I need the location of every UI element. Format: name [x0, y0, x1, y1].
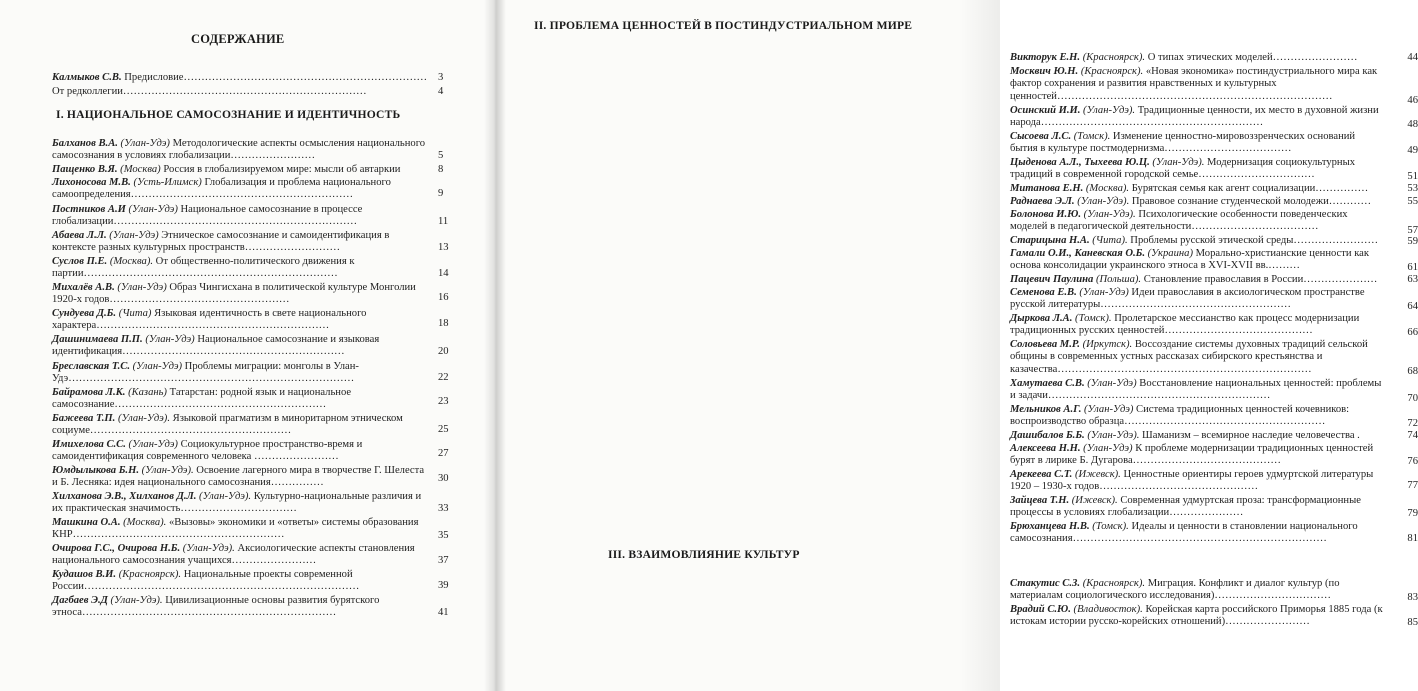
toc-title: От редколлегии……………………………………………………………	[52, 86, 367, 97]
toc-city: (Улан-Удэ).	[1081, 209, 1136, 220]
toc-title: Идеалы и ценности в становлении национального самосознания………………………………………………………………	[1010, 521, 1358, 545]
toc-entry	[52, 72, 430, 84]
toc-title: Национальные проекты современной России……………………………………………………………………	[52, 569, 360, 593]
toc-entry	[1010, 430, 1384, 442]
toc-author: Осинский И.И.	[1010, 105, 1081, 116]
toc-city: (Улан-Удэ)	[117, 138, 170, 149]
toc-entry	[1010, 105, 1384, 130]
toc-title: От общественно-политического движения к партии………………………………………………………………	[52, 256, 355, 280]
toc-title: Образ Чингисхана в политической культуре Монголии 1920-х годов……………………………………………	[52, 282, 416, 306]
toc-title: Предисловие……………………………………………………………	[121, 72, 428, 83]
toc-author: Бажеева Т.П.	[52, 413, 116, 424]
toc-city: (Иркутск).	[1079, 339, 1133, 350]
toc-author: Раднаева Э.Л.	[1010, 196, 1075, 207]
toc-author: Хамутаева С.В.	[1010, 378, 1085, 389]
toc-city: (Улан-Удэ).	[107, 595, 163, 606]
toc-title: «Новая экономика» постиндустриального мира как фактор сохранения и развития нравственных и культурных ценностей……………………………………………………………………	[1010, 66, 1378, 102]
toc-entry	[1010, 404, 1384, 429]
toc-city: (Улан-Удэ)	[130, 361, 183, 372]
toc-title: Система традиционных ценностей кочевников: воспроизводство образца…………………………………………………	[1010, 404, 1350, 428]
toc-page-number: 66	[1407, 327, 1418, 338]
toc-title: Социокультурное пространство-время и самоидентификация современного человека ……………………	[52, 439, 363, 463]
toc-title: Национальное самосознание в процессе глобализации……………………………………………………………	[52, 204, 363, 228]
toc-city: (Улан-Удэ).	[1084, 430, 1140, 441]
toc-entry	[1010, 52, 1384, 64]
toc-page-number: 18	[438, 318, 449, 329]
toc-page-number: 25	[438, 424, 449, 435]
toc-author: Бреславская Т.С.	[52, 361, 130, 372]
toc-page-number: 64	[1407, 301, 1418, 312]
toc-page-number: 49	[1407, 145, 1418, 156]
toc-entry	[52, 308, 430, 333]
toc-title: О типах этических моделей……………………	[1145, 52, 1358, 63]
toc-title: Освоение лагерного мира в творчестве Г. Шелеста и Б. Лесняка: идея национального самосознания……………	[52, 465, 425, 489]
toc-city: (Владивосток).	[1070, 604, 1143, 615]
toc-page-number: 5	[438, 150, 444, 161]
toc-author: Алексеева Н.Н.	[1010, 443, 1081, 454]
toc-city: (Москва)	[117, 164, 161, 175]
toc-author: Очирова Г.С., Очирова Н.Б.	[52, 543, 181, 554]
toc-author: Имихелова С.С.	[52, 439, 126, 450]
toc-entry	[1010, 131, 1384, 156]
toc-title: Татарстан: родной язык и национальное самосознание……………………………………………………	[52, 387, 352, 411]
toc-city: (Польша).	[1093, 274, 1142, 285]
toc-city: (Улан-Удэ)	[106, 230, 159, 241]
toc-entry	[1010, 495, 1384, 520]
toc-page-number: 74	[1407, 430, 1418, 441]
toc-entry	[1010, 196, 1384, 208]
toc-author: Соловьева М.Р.	[1010, 339, 1080, 350]
toc-page-number: 27	[438, 448, 449, 459]
toc-page-number: 44	[1407, 52, 1418, 63]
toc-title: Современная удмуртская проза: трансформационные процессы в условиях глобализации…………………	[1010, 495, 1361, 519]
toc-city: (Ижевск).	[1069, 495, 1118, 506]
toc-page-number: 70	[1407, 393, 1418, 404]
toc-title: Культурно-национальные различия и их практическая значимость……………………………	[52, 491, 422, 515]
toc-author: Дашибалов Б.Б.	[1010, 430, 1085, 441]
toc-page-number: 59	[1407, 236, 1418, 247]
toc-city: (Красноярск).	[1080, 52, 1146, 63]
toc-page-number: 41	[438, 607, 449, 618]
toc-entry	[1010, 313, 1384, 338]
toc-city: (Красноярск).	[116, 569, 182, 580]
section-1-title: I. НАЦИОНАЛЬНОЕ САМОСОЗНАНИЕ И ИДЕНТИЧНОСТЬ	[56, 108, 401, 121]
toc-page-number: 79	[1407, 508, 1418, 519]
toc-author: Старицына Н.А.	[1010, 235, 1090, 246]
toc-page-number: 46	[1407, 95, 1418, 106]
toc-page-number: 37	[438, 555, 449, 566]
toc-author: Юмдылыкова Б.Н.	[52, 465, 139, 476]
toc-author: Суслов П.Е.	[52, 256, 108, 267]
toc-title: Национальное самосознание и языковая идентификация………………………………………………………	[52, 334, 380, 358]
toc-page-number: 55	[1407, 196, 1418, 207]
toc-city: (Улан-Удэ).	[1074, 196, 1130, 207]
toc-author: Калмыков С.В.	[52, 72, 122, 83]
toc-city: (Чита).	[1089, 235, 1128, 246]
contents-title: СОДЕРЖАНИЕ	[191, 32, 285, 46]
toc-title: Миграция. Конфликт и диалог культур (по материалам социологического исследования)……………………………	[1010, 578, 1340, 602]
toc-entry	[1010, 604, 1384, 629]
toc-title: Корейская карта российского Приморья 1885 года (к истокам истории русско-корейских отношений)……………………	[1010, 604, 1383, 628]
toc-title: Пролетарское мессианство как процесс модернизации традиционных русских ценностей……………………………………	[1010, 313, 1360, 337]
toc-entry	[1010, 443, 1384, 468]
toc-title: Аксиологические аспекты становления национального самосознания учащихся……………………	[52, 543, 415, 567]
toc-entry	[52, 138, 430, 163]
toc-entry	[1010, 339, 1384, 376]
toc-city: (Улан-Удэ)	[1080, 443, 1133, 454]
toc-author: Сысоева Л.С.	[1010, 131, 1072, 142]
toc-title: Морально-христианские ценности как основа консолидации украинского этноса в XVI-XVII вв.………	[1010, 248, 1370, 272]
toc-city: (Улан-Удэ).	[115, 413, 170, 424]
toc-title: Россия в глобализируемом мире: мысли об автаркии	[160, 164, 401, 175]
toc-city: (Улан-Удэ)	[125, 204, 178, 215]
toc-city: (Красноярск).	[1078, 66, 1144, 77]
toc-author: Цыденова А.Л., Тыхеева Ю.Ц.	[1010, 157, 1150, 168]
toc-page-number: 83	[1407, 592, 1418, 603]
toc-entry	[1010, 66, 1384, 103]
toc-title: Изменение ценностно-мировоззренческих оснований бытия в культуре постмодернизма………………………………	[1010, 131, 1356, 155]
toc-author: Стакутис С.З.	[1010, 578, 1081, 589]
toc-entry	[52, 86, 430, 98]
toc-entry	[1010, 274, 1384, 286]
toc-page-number: 85	[1407, 617, 1418, 628]
toc-author: Лихоносова М.В.	[52, 177, 131, 188]
toc-page-number: 81	[1407, 533, 1418, 544]
toc-page-number: 33	[438, 503, 449, 514]
toc-author: Сундуева Д.Б.	[52, 308, 117, 319]
toc-entry	[1010, 248, 1384, 273]
toc-page-number: 3	[438, 72, 444, 83]
toc-title: Языковой прагматизм в миноритарном этническом социуме…………………………………………………	[52, 413, 403, 437]
right-page	[492, 0, 1418, 691]
section-2-title: II. ПРОБЛЕМА ЦЕННОСТЕЙ В ПОСТИНДУСТРИАЛЬНОМ МИРЕ	[534, 19, 913, 32]
toc-city: (Томск).	[1072, 313, 1112, 324]
toc-page-number: 51	[1407, 171, 1418, 182]
toc-author: Абаева Л.Л.	[52, 230, 107, 241]
toc-author: Байрамова Л.К.	[52, 387, 126, 398]
toc-page-number: 4	[438, 86, 444, 97]
toc-city: (Чита)	[116, 308, 152, 319]
toc-entry	[52, 361, 430, 386]
toc-title: Восстановление национальных ценностей: проблемы и задачи………………………………………………………	[1010, 378, 1382, 402]
toc-author: Болонова И.Ю.	[1010, 209, 1082, 220]
toc-entry	[52, 569, 430, 594]
toc-author: Пащенко В.Я.	[52, 164, 118, 175]
toc-city: (Улан-Удэ)	[114, 282, 167, 293]
toc-author: Постников А.И	[52, 204, 126, 215]
toc-entry	[52, 517, 430, 542]
toc-title: Глобализация и проблема национального самоопределения………………………………………………………	[52, 177, 391, 201]
toc-city: (Улан-Удэ)	[1084, 378, 1137, 389]
toc-title: Психологические особенности поведенческих моделей в педагогической деятельности………………………………	[1010, 209, 1348, 233]
toc-author: Москвич Ю.Н.	[1010, 66, 1079, 77]
toc-title: Идеи православия в аксиологическом пространстве русской литературы………………………………………………	[1010, 287, 1365, 311]
toc-city: (Томск).	[1089, 521, 1129, 532]
toc-author: Мельников А.Г.	[1010, 404, 1082, 415]
toc-entry	[1010, 157, 1384, 182]
toc-entry	[1010, 287, 1384, 312]
toc-author: Врадий С.Ю.	[1010, 604, 1071, 615]
toc-author: Викторук Е.Н.	[1010, 52, 1081, 63]
toc-title: Модернизация социокультурных традиций в современной городской семье……………………………	[1010, 157, 1356, 181]
toc-page-number: 53	[1407, 183, 1418, 194]
toc-title: Этническое самосознание и самоидентификация в контексте разных культурных пространств………………………	[52, 230, 390, 254]
toc-page-number: 57	[1407, 225, 1418, 236]
toc-title: Языковая идентичность в свете национального характера…………………………………………………………	[52, 308, 367, 332]
toc-entry	[1010, 578, 1384, 603]
toc-page-number: 68	[1407, 366, 1418, 377]
toc-city: (Казань)	[125, 387, 167, 398]
toc-page-number: 23	[438, 396, 449, 407]
toc-page-number: 63	[1407, 274, 1418, 285]
toc-title: К проблеме модернизации традиционных ценностей бурят в лирике Б. Дугарова……………………………………	[1010, 443, 1374, 467]
toc-city: (Ижевск).	[1072, 469, 1121, 480]
toc-page-number: 16	[438, 292, 449, 303]
toc-entry	[52, 387, 430, 412]
toc-title: «Вызовы» экономики и «ответы» системы образования КНР……………………………………………………	[52, 517, 419, 541]
toc-entry	[52, 204, 430, 229]
toc-entry	[52, 543, 430, 568]
toc-title: Правовое сознание студенческой молодежи…………	[1129, 196, 1372, 207]
toc-author: Пацевич Паулина	[1010, 274, 1094, 285]
toc-entry	[1010, 235, 1384, 247]
toc-title: Проблемы русской этической среды……………………	[1127, 235, 1379, 246]
toc-author: Балханов В.А.	[52, 138, 118, 149]
toc-city: (Улан-Удэ)	[1081, 404, 1134, 415]
section-3-title: III. ВЗАИМОВЛИЯНИЕ КУЛЬТУР	[608, 548, 800, 561]
toc-page-number: 39	[438, 580, 449, 591]
toc-entry	[52, 282, 430, 307]
toc-page-number: 35	[438, 530, 449, 541]
toc-title: Методологические аспекты осмысления национального самосознания в условиях глобализации……………………	[52, 138, 426, 162]
toc-city: (Улан-Удэ).	[1149, 157, 1205, 168]
toc-title: Шаманизм – всемирное наследие человечества .	[1139, 430, 1360, 441]
toc-entry	[52, 595, 430, 620]
toc-city: (Москва).	[1083, 183, 1130, 194]
toc-page-number: 22	[438, 372, 449, 383]
toc-author: Семенова Е.В.	[1010, 287, 1077, 298]
toc-city: (Москва).	[107, 256, 154, 267]
toc-entry	[1010, 209, 1384, 234]
toc-author: Митанова Е.Н.	[1010, 183, 1084, 194]
toc-author: Хилханова Э.В., Хилханов Д.Л.	[52, 491, 197, 502]
toc-page-number: 9	[438, 188, 444, 199]
toc-author: Арекеева С.Т.	[1010, 469, 1073, 480]
toc-entry	[52, 491, 430, 516]
toc-entry	[52, 439, 430, 464]
page-edge-shadow	[960, 0, 1000, 691]
toc-title: Ценностные ориентиры героев удмуртской литературы 1920 – 1930-х годов………………………………………	[1010, 469, 1374, 493]
toc-author: Михалёв А.В.	[52, 282, 115, 293]
toc-entry	[1010, 183, 1384, 195]
toc-page-number: 61	[1407, 262, 1418, 273]
toc-city: (Улан-Удэ)	[142, 334, 195, 345]
toc-entry	[1010, 469, 1384, 494]
toc-author: Дагбаев Э.Д	[52, 595, 108, 606]
toc-city: (Томск).	[1071, 131, 1111, 142]
toc-city: (Усть-Илимск)	[130, 177, 202, 188]
toc-page-number: 48	[1407, 119, 1418, 130]
toc-entry	[52, 334, 430, 359]
toc-author: Дыркова Л.А.	[1010, 313, 1073, 324]
toc-entry	[1010, 378, 1384, 403]
toc-city: (Улан-Удэ).	[180, 543, 235, 554]
toc-entry	[52, 177, 430, 202]
toc-page-number: 76	[1407, 456, 1418, 467]
toc-author: Дашинимаева П.П.	[52, 334, 143, 345]
toc-city: (Улан-Удэ).	[1080, 105, 1136, 116]
toc-entry	[52, 465, 430, 490]
toc-entry	[52, 413, 430, 438]
toc-title: Традиционные ценности, их место в духовной жизни народа………………………………………………………	[1010, 105, 1379, 129]
toc-title: Проблемы миграции: монголы в Улан-Удэ………………………………………………………………………	[52, 361, 359, 385]
toc-page-number: 20	[438, 346, 449, 357]
toc-city: (Красноярск).	[1080, 578, 1146, 589]
toc-title: Бурятская семья как агент социализации……………	[1129, 183, 1369, 194]
toc-entry	[1010, 521, 1384, 546]
toc-entry	[52, 164, 430, 176]
toc-page-number: 11	[438, 216, 449, 227]
toc-page-number: 77	[1407, 480, 1418, 491]
toc-title: Воссоздание системы духовных традиций сельской общины в современных устных рассказах сибирского крестьянства и казачества………………………………………………………………	[1010, 339, 1368, 375]
toc-title: Становление православия в России…………………	[1141, 274, 1378, 285]
toc-page-number: 30	[438, 473, 449, 484]
toc-page-number: 8	[438, 164, 444, 175]
toc-author: Брюханцева Н.В.	[1010, 521, 1090, 532]
toc-city: (Москва).	[120, 517, 167, 528]
toc-author: Кудашов В.И.	[52, 569, 117, 580]
toc-city: (Украина)	[1145, 248, 1193, 259]
toc-author: Зайцева Т.Н.	[1010, 495, 1070, 506]
toc-page-number: 14	[438, 268, 449, 279]
toc-entry	[52, 230, 430, 255]
toc-author: Гамали О.И., Каневская О.Б.	[1010, 248, 1145, 259]
toc-city: (Улан-Удэ)	[125, 439, 178, 450]
toc-city: (Улан-Удэ).	[196, 491, 252, 502]
toc-city: (Улан-Удэ).	[138, 465, 194, 476]
left-page	[0, 0, 492, 691]
toc-page-number: 13	[438, 242, 449, 253]
toc-page-number: 72	[1407, 418, 1418, 429]
toc-city: (Улан-Удэ)	[1076, 287, 1129, 298]
toc-entry	[52, 256, 430, 281]
toc-author: Машкина О.А.	[52, 517, 121, 528]
toc-title: Цивилизационные основы развития бурятского этноса………………………………………………………………	[52, 595, 380, 619]
